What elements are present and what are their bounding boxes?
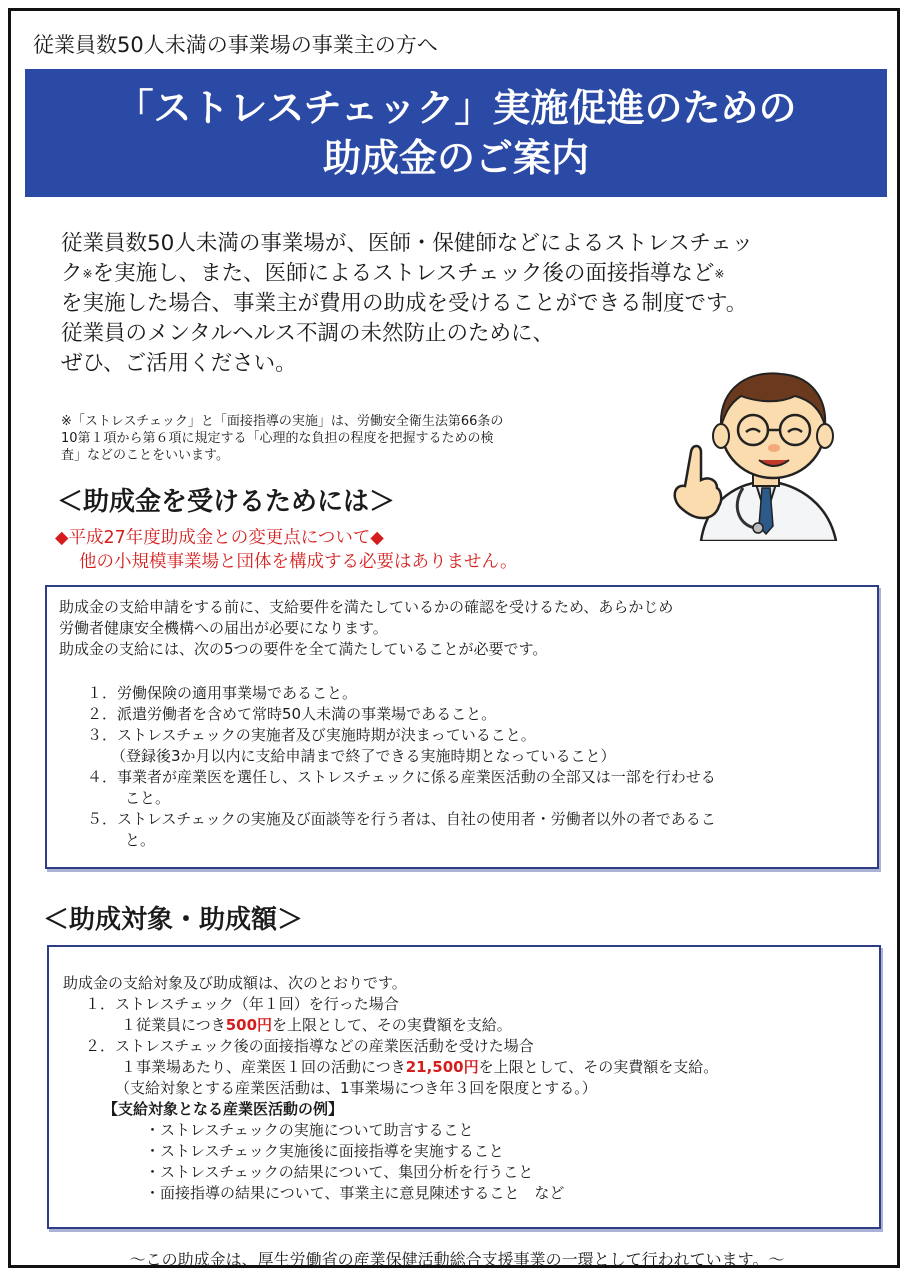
subsidy-amount: 500円 [225,1016,273,1034]
title-banner [25,69,887,197]
subsidy-item-detail [121,1015,865,1036]
requirement-item: ２．派遣労働者を含めて常時50人未満の事業場であること。 [87,705,497,723]
requirements-box [45,585,879,869]
detail-text: を上限として、その実費額を支給。 [272,1016,512,1034]
footer-note: ～この助成金は、厚生労働省の産業保健活動総合支援事業の一環として行われています。～ [129,1250,785,1269]
intro-text: を実施し、また、医師によるストレスチェック後の面接指導など [92,261,715,286]
box-text-line: 労働者健康安全機構への届出が必要になります。 [59,619,388,637]
requirement-continuation: と。 [125,831,156,849]
requirement-item: ５．ストレスチェックの実施及び面談等を行う者は、自社の使用者・労働者以外の者であるこ [87,810,716,828]
subsidy-item-title: １．ストレスチェック（年１回）を行った場合 [85,995,399,1013]
title-line-1: 「ストレスチェック」実施促進のための [115,86,797,130]
footnote-line-3: 査」などのことをいいます。 [61,448,229,463]
intro-line-1: 従業員数50人未満の事業場が、医師・保健師などによるストレスチェッ [61,231,754,256]
box-text-line: 助成金の支給には、次の5つの要件を全て満たしていることが必要です。 [59,640,548,658]
flyer-page [8,8,900,1268]
requirement-item: ３．ストレスチェックの実施者及び実施時期が決まっていること。 [87,726,536,744]
subsidy-item-detail [121,1057,865,1078]
doctor-illustration [661,356,871,541]
detail-text: １従業員につき [121,1016,226,1034]
example-item: ・面接指導の結果について、事業主に意見陳述すること など [145,1184,565,1202]
intro-text: ク [61,261,83,286]
change-notice [55,526,518,574]
detail-text: を上限として、その実費額を支給。 [478,1058,719,1076]
footnote [61,413,661,464]
intro-line-5: ぜひ、ご活用ください。 [61,351,297,376]
subsidy-box [47,945,881,1229]
top-caption: 従業員数50人未満の事業場の事業主の方へ [33,33,438,57]
detail-text: １事業場あたり、産業医１回の活動につき [121,1058,406,1076]
intro-line-3: を実施した場合、事業主が費用の助成を受けることができる制度です。 [61,291,748,316]
section-heading-subsidy: ＜助成対象・助成額＞ [43,905,304,935]
change-notice-text: 他の小規模事業場と団体を構成する必要はありません。 [79,552,518,572]
intro-line-4: 従業員のメンタルヘルス不調の未然防止のために、 [61,321,554,346]
subsidy-intro: 助成金の支給対象及び助成額は、次のとおりです。 [63,974,407,992]
title-line-2: 助成金のご案内 [322,136,589,180]
requirement-item: １．労働保険の適用事業場であること。 [87,684,358,702]
subsidy-item-title: ２．ストレスチェック後の面接指導などの産業医活動を受けた場合 [85,1037,534,1055]
footnote-mark: ※ [714,267,725,281]
example-item: ・ストレスチェックの結果について、集団分析を行うこと [145,1163,534,1181]
requirement-item: ４．事業者が産業医を選任し、ストレスチェックに係る産業医活動の全部又は一部を行わせる [87,768,716,786]
requirement-note: （登録後3か月以内に支給申請まで終了できる実施時期となっていること） [111,747,616,765]
box-text-line: 助成金の支給申請をする前に、支給要件を満たしているかの確認を受けるため、あらかじめ [59,598,674,616]
requirement-continuation: こと。 [125,789,171,807]
subsidy-item-note: （支給対象とする産業医活動は、1事業場につき年３回を限度とする。） [115,1079,597,1097]
subsidy-amount: 21,500円 [405,1058,479,1076]
change-notice-title: ◆平成27年度助成金との変更点について◆ [55,528,384,548]
intro-line-2 [61,259,861,289]
footnote-line-1: ※「ストレスチェック」と「面接指導の実施」は、労働安全衛生法第66条の [61,414,504,429]
footnote-mark: ※ [82,267,93,281]
footnote-line-2: 10第１項から第６項に規定する「心理的な負担の程度を把握するための検 [61,431,494,446]
example-item: ・ストレスチェック実施後に面接指導を実施すること [145,1142,504,1160]
example-item: ・ストレスチェックの実施について助言すること [145,1121,474,1139]
section-heading-eligibility: ＜助成金を受けるためには＞ [57,487,396,517]
examples-heading: 【支給対象となる産業医活動の例】 [103,1100,344,1118]
